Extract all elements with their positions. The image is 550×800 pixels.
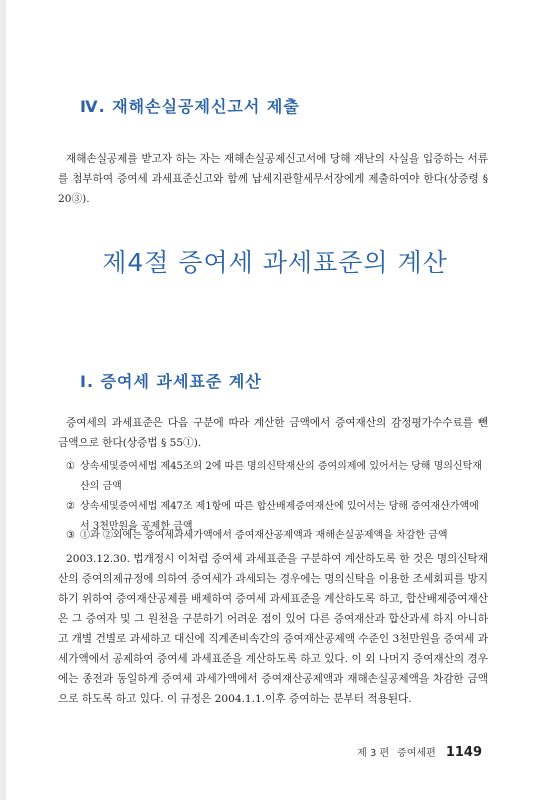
list-marker: ① (66, 461, 75, 472)
list-item-text: 상속세및증여세법 제45조의 2에 따른 명의신탁재산의 증여의제에 있어서는 당해 명의신탁재산의 금액 (80, 461, 482, 492)
section-i-intro-paragraph: 증여세의 과세표준은 다음 구분에 따라 계산한 금액에서 증여재산의 감정평가수수료를 뺀 금액으로 한다(상증법 § 55①). (58, 417, 488, 449)
chapter-title: 제4절 증여세 과세표준의 계산 (102, 248, 448, 277)
page-edge-bar (0, 0, 6, 800)
list-marker: ③ (66, 530, 75, 541)
section-iv-paragraph: 재해손실공제를 받고자 하는 자는 재해손실공제신고서에 당해 재난의 사실을 입증하는 서류를 첨부하여 증여세 과세표준신고와 함께 납세지관할세무서장에게 제출하여야 한다(상증령 § 20③). (58, 153, 488, 205)
list-marker: ② (66, 501, 75, 512)
footer-title: 증여세편 (397, 748, 436, 759)
page-footer (357, 744, 482, 760)
list-item-text: ①과 ②외에는 증여세과세가액에서 증여재산공제액과 재해손실공제액을 차감한 금액 (80, 530, 448, 541)
section-heading-i: Ⅰ. 증여세 과세표준 계산 (80, 372, 262, 391)
page-number: 1149 (445, 745, 482, 760)
footer-part: 제 3 편 (357, 748, 390, 759)
list-item (66, 526, 488, 546)
section-heading-iv: Ⅳ. 재해손실공제신고서 제출 (80, 97, 300, 116)
list-item (66, 457, 488, 497)
list-item-text: 상속세및증여세법 제47조 제1항에 따른 합산배제증여재산에 있어서는 당해 증여재산가액에서 3천만원을 공제한 금액 (80, 501, 479, 532)
section-i-note-paragraph: 2003.12.30. 법개정시 이처럼 증여세 과세표준을 구분하여 계산하도록 한 것은 명의신탁재산의 증여의제규정에 의하여 증여세가 과세되는 경우에는 명의신탁을 이용한 조세회피를 방지하기 위하여 증여재산공제를 배제하여 증여세 과세표준을 계산하도록 하고, 합산배제증여재산은 그 증여자 및 그 원천을 구분하기 어려운 점이 있어 다른 증여재산과 합산과세 하지 아니하고 개별 건별로 과세하고 대신에 직계존비속간의 증여재산공제액 수준인 3천만원을 증여세 과세가액에서 공제하여 증여세 과세표준을 계산하도록 하고 있다. 이 외 나머지 증여재산의 경우에는 종전과 동일하게 증여세 과세가액에서 증여재산공제액과 재해손실공제액을 차감한 금액으로 하도록 하고 있다. 이 규정은 2004.1.1.이후 증여하는 분부터 적용된다. (58, 553, 488, 705)
